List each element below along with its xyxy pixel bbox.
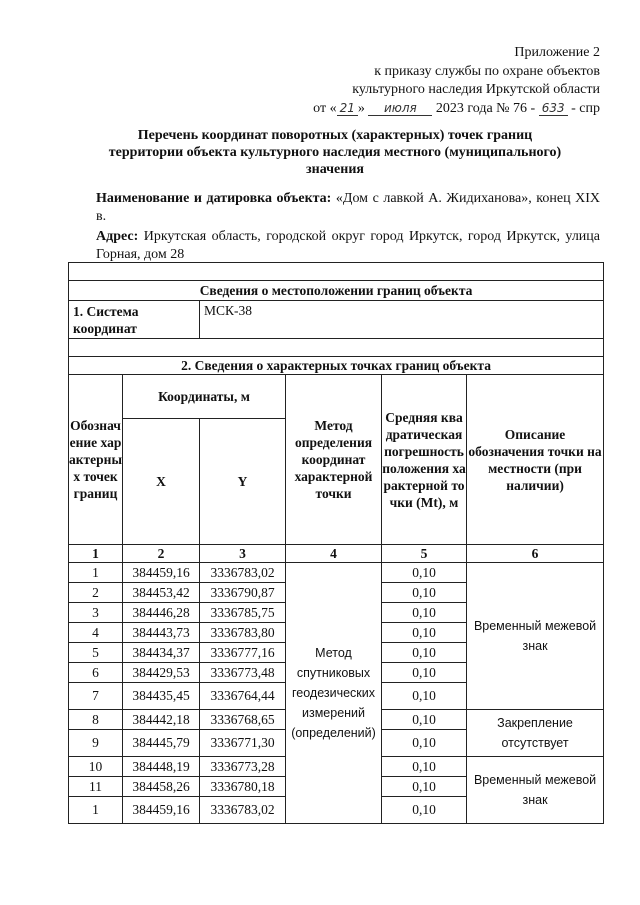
- y-value: 3336764,44: [200, 683, 286, 710]
- col-num-3: 3: [200, 545, 286, 563]
- x-value: 384443,73: [123, 623, 200, 643]
- y-value: 3336785,75: [200, 603, 286, 623]
- object-address: [96, 228, 600, 264]
- order-number-handwritten: 633: [539, 102, 568, 116]
- col-point-header: Обозначение характерных точек границ: [69, 375, 123, 545]
- title-line-2: территории объекта культурного наследия местного (муниципального): [108, 145, 562, 160]
- mt-value: 0,10: [382, 797, 467, 824]
- x-value: 384459,16: [123, 797, 200, 824]
- col-num-2: 2: [123, 545, 200, 563]
- date-day-handwritten: 21: [337, 102, 358, 116]
- x-value: 384435,45: [123, 683, 200, 710]
- col-error-header: Средняя квадратическая погрешность положения характерной точки (Mt), м: [382, 375, 467, 545]
- header-row-1: [69, 375, 604, 419]
- x-value: 384434,37: [123, 643, 200, 663]
- col-method-header: Метод определения координат характерной точки: [286, 375, 382, 545]
- y-value: 3336783,80: [200, 623, 286, 643]
- section-1-title: Сведения о местоположении границ объекта: [69, 281, 604, 301]
- col-num-1: 1: [69, 545, 123, 563]
- date-quote-close: »: [357, 100, 365, 116]
- coordinate-system-value: МСК-38: [200, 301, 604, 339]
- point-number: 7: [69, 683, 123, 710]
- object-name-label: Наименование и датировка объекта:: [96, 191, 332, 206]
- y-value: 3336773,28: [200, 757, 286, 777]
- y-value: 3336790,87: [200, 583, 286, 603]
- mt-value: 0,10: [382, 663, 467, 683]
- y-value: 3336780,18: [200, 777, 286, 797]
- desc-cell-b: Закрепление отсутствует: [467, 710, 604, 757]
- x-value: 384448,19: [123, 757, 200, 777]
- column-numbers-row: [69, 545, 604, 563]
- col-num-5: 5: [382, 545, 467, 563]
- point-number: 5: [69, 643, 123, 663]
- date-month-handwritten: июля: [368, 102, 432, 116]
- appendix-date-line: [240, 100, 600, 119]
- point-number: 2: [69, 583, 123, 603]
- section-1-row: [69, 281, 604, 301]
- section-2-row: [69, 357, 604, 375]
- col-num-6: 6: [467, 545, 604, 563]
- mt-value: 0,10: [382, 683, 467, 710]
- col-num-4: 4: [286, 545, 382, 563]
- x-value: 384453,42: [123, 583, 200, 603]
- x-value: 384458,26: [123, 777, 200, 797]
- y-value: 3336771,30: [200, 730, 286, 757]
- table-row: [69, 563, 604, 583]
- coordinate-system-label: 1. Система координат: [69, 301, 200, 339]
- mt-value: 0,10: [382, 777, 467, 797]
- mt-value: 0,10: [382, 710, 467, 730]
- appendix-line-3: культурного наследия Иркутской области: [352, 82, 600, 97]
- section-2-title: 2. Сведения о характерных точках границ объекта: [69, 357, 604, 375]
- coordinate-system-row: [69, 301, 604, 339]
- x-value: 384445,79: [123, 730, 200, 757]
- point-number: 1: [69, 563, 123, 583]
- y-value: 3336783,02: [200, 797, 286, 824]
- col-desc-header: Описание обозначения точки на местности (при наличии): [467, 375, 604, 545]
- x-value: 384459,16: [123, 563, 200, 583]
- col-x-header: X: [123, 419, 200, 545]
- point-number: 9: [69, 730, 123, 757]
- mt-value: 0,10: [382, 603, 467, 623]
- point-number: 4: [69, 623, 123, 643]
- object-name-value: «Дом с лавкой А. Жидиханова», конец XIX в.: [96, 191, 600, 224]
- point-number: 1: [69, 797, 123, 824]
- title-line-1: Перечень координат поворотных (характерных) точек границ: [137, 128, 533, 143]
- point-number: 3: [69, 603, 123, 623]
- mt-value: 0,10: [382, 643, 467, 663]
- object-name: [96, 190, 600, 226]
- document-title: [70, 127, 600, 178]
- object-address-value: Иркутская область, городской округ город Иркутск, город Иркутск, улица Горная, дом 28: [96, 229, 600, 262]
- mt-value: 0,10: [382, 563, 467, 583]
- mt-value: 0,10: [382, 730, 467, 757]
- mt-value: 0,10: [382, 623, 467, 643]
- appendix-header: [240, 44, 600, 118]
- col-coords-header: Координаты, м: [123, 375, 286, 419]
- spacer-row: [69, 263, 604, 281]
- coordinates-table: [68, 262, 604, 824]
- point-number: 6: [69, 663, 123, 683]
- title-line-3: значения: [306, 162, 364, 177]
- desc-cell-c: Временный межевой знак: [467, 757, 604, 824]
- y-value: 3336783,02: [200, 563, 286, 583]
- desc-cell-a: Временный межевой знак: [467, 563, 604, 710]
- point-number: 10: [69, 757, 123, 777]
- y-value: 3336768,65: [200, 710, 286, 730]
- order-suffix: - спр: [571, 100, 600, 116]
- point-number: 8: [69, 710, 123, 730]
- point-number: 11: [69, 777, 123, 797]
- spacer-row-2: [69, 339, 604, 357]
- date-prefix: от «: [313, 100, 337, 116]
- date-year-order: 2023 года № 76 -: [435, 100, 536, 116]
- y-value: 3336773,48: [200, 663, 286, 683]
- appendix-line-2: к приказу службы по охране объектов: [374, 63, 600, 79]
- x-value: 384446,28: [123, 603, 200, 623]
- appendix-line-1: Приложение 2: [514, 45, 600, 60]
- x-value: 384442,18: [123, 710, 200, 730]
- x-value: 384429,53: [123, 663, 200, 683]
- y-value: 3336777,16: [200, 643, 286, 663]
- mt-value: 0,10: [382, 583, 467, 603]
- method-cell: Метод спутниковых геодезических измерений (определений): [286, 563, 382, 824]
- col-y-header: Y: [200, 419, 286, 545]
- mt-value: 0,10: [382, 757, 467, 777]
- object-address-label: Адрес:: [96, 229, 139, 244]
